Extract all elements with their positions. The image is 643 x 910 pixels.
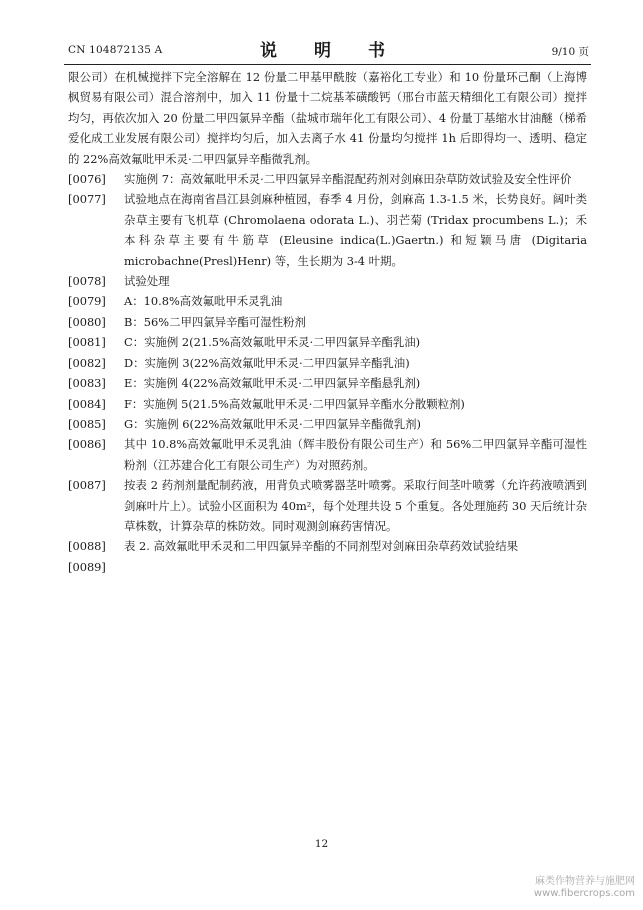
paragraph-number: [0080] — [68, 314, 106, 329]
paragraph — [68, 353, 587, 373]
page-indicator: 9/10 页 — [551, 46, 589, 58]
paragraph-text — [124, 557, 587, 577]
paragraph — [68, 169, 587, 189]
paragraph — [68, 373, 587, 393]
document-body — [68, 67, 587, 577]
paragraph-number: [0083] — [68, 376, 106, 391]
paragraph-text: 其中 10.8%高效氟吡甲禾灵乳油（辉丰股份有限公司生产）和 56%二甲四氯异辛酯可湿性粉剂（江苏建合化工有限公司生产）为对照药剂。 — [124, 437, 587, 472]
patent-number: CN 104872135 A — [68, 44, 163, 56]
paragraph-number: [0081] — [68, 335, 106, 350]
paragraph-text: E：实施例 4(22%高效氟吡甲禾灵·二甲四氯异辛酯悬乳剂) — [124, 376, 421, 391]
paragraph-text: 按表 2 药剂剂量配制药液，用背负式喷雾器茎叶喷雾。采取行间茎叶喷雾（允许药液喷洒到剑麻叶片上）。试验小区面积为 40m²，每个处理共设 5 个重复。各处理施药 30 天后统计杂草株数，计算杂草的株防效。同时观测剑麻药害情况。 — [124, 478, 587, 533]
paragraph-number: [0086] — [68, 437, 106, 452]
paragraph-text: F：实施例 5(21.5%高效氟吡甲禾灵·二甲四氯异辛酯水分散颗粒剂) — [124, 396, 465, 411]
paragraph-number: [0089] — [68, 559, 106, 574]
paragraph-text: D：实施例 3(22%高效氟吡甲禾灵·二甲四氯异辛酯乳油) — [124, 355, 410, 370]
paragraph-number: [0079] — [68, 294, 106, 309]
paragraph — [68, 394, 587, 414]
paragraph — [68, 189, 587, 271]
paragraph — [68, 557, 587, 577]
paragraph-number: [0077] — [68, 192, 106, 207]
paragraph — [68, 414, 587, 434]
paragraph-number: [0085] — [68, 416, 106, 431]
paragraph-text: B：56%二甲四氯异辛酯可湿性粉剂 — [124, 314, 306, 329]
paragraph-text: 试验地点在海南省昌江县剑麻种植园，春季 4 月份，剑麻高 1.3-1.5 米，长势良好。阔叶类杂草主要有飞机草 (Chromolaena odorata L.)、羽芒菊 (Tridax procumbens L.)；禾本科杂草主要有牛筋草 (Eleusine indica(L.)Gaertn.) 和短颖马唐 (Digitaria microbachne(Presl)Henr) 等，生长期为 3-4 叶期。 — [124, 192, 587, 268]
paragraph — [68, 332, 587, 352]
paragraph-text: 限公司）在机械搅拌下完全溶解在 12 份量二甲基甲酰胺（嘉裕化工专业）和 10 份量环己酮（上海博枫贸易有限公司）混合溶剂中，加入 11 份量十二烷基苯磺酸钙（邢台市蓝天精细化工有限公司）搅拌均匀，再依次加入 20 份量二甲四氯异辛酯（盐城市瑞年化工有限公司）、4 份量丁基缩水甘油醚（梯希爱化成工业发展有限公司）搅拌均匀后，加入去离子水 41 份量均匀搅拌 1h 后即得均一、透明、稳定的 22%高效氟吡甲禾灵·二甲四氯异辛酯微乳剂。 — [68, 70, 587, 166]
paragraph-text: A：10.8%高效氟吡甲禾灵乳油 — [124, 294, 283, 309]
document-title: 说 明 书 — [260, 41, 395, 61]
paragraph-text: 表 2. 高效氟吡甲禾灵和二甲四氯异辛酯的不同剂型对剑麻田杂草药效试验结果 — [124, 539, 519, 554]
paragraph-number: [0084] — [68, 396, 106, 411]
paragraph-number: [0078] — [68, 274, 106, 289]
page-header — [64, 34, 591, 65]
watermark-url: www.fibercrops.com — [533, 888, 635, 899]
paragraph-number: [0082] — [68, 355, 106, 370]
paragraph — [68, 291, 587, 311]
paragraph-text: 试验处理 — [124, 274, 170, 289]
paragraph — [68, 434, 587, 475]
paragraph — [68, 67, 587, 169]
paragraph-number: [0076] — [68, 172, 106, 187]
watermark-name: 麻类作物营养与施肥网 — [535, 876, 635, 887]
paragraph-text: G：实施例 6(22%高效氟吡甲禾灵·二甲四氯异辛酯微乳剂) — [124, 416, 421, 431]
paragraph-text: 实施例 7：高效氟吡甲禾灵·二甲四氯异辛酯混配药剂对剑麻田杂草防效试验及安全性评价 — [124, 172, 572, 187]
paragraph — [68, 312, 587, 332]
paragraph-text: C：实施例 2(21.5%高效氟吡甲禾灵·二甲四氯异辛酯乳油) — [124, 335, 421, 350]
page-number: 12 — [314, 838, 329, 850]
paragraph — [68, 271, 587, 291]
watermark — [534, 876, 635, 900]
paragraph — [68, 475, 587, 536]
paragraph — [68, 536, 587, 556]
paragraph-number: [0087] — [68, 478, 106, 493]
paragraph-number: [0088] — [68, 539, 106, 554]
